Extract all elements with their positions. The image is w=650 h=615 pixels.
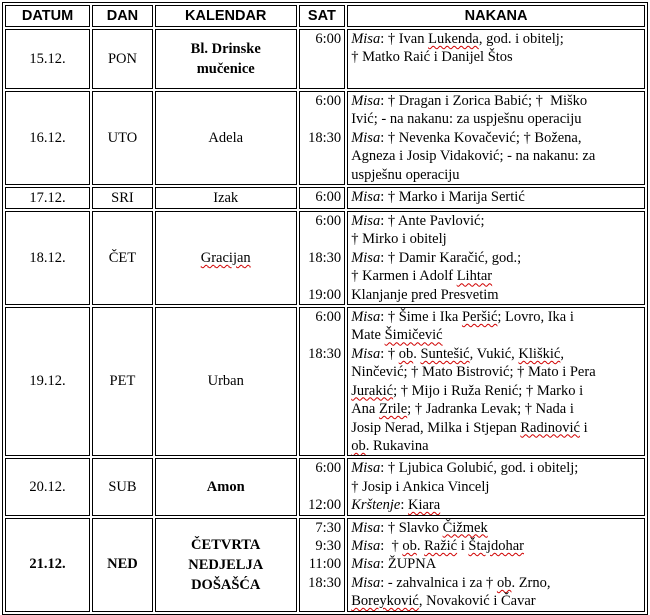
mass-schedule-sheet [2,2,648,609]
dan-cell: SRI [92,187,153,209]
header-sat: SAT [299,5,346,27]
sat-time: 19:00 [308,286,342,303]
nakana-line: Misa: † ob. Ražić i Štajdohar [351,537,524,554]
nakana-line: ob. Rukavina [351,437,429,454]
sat-time: 18:30 [308,345,342,362]
sat-time: 6:00 [315,460,342,477]
nakana-line: † Karmen i Adolf Lihtar [351,268,493,285]
nakana-line: Agneza i Josip Vidaković; - na nakanu: za [351,148,596,165]
nakana-line: Misa: † Ivan Lukenda, god. i obitelj; [351,31,564,47]
sat-spacer [303,326,342,344]
datum-cell: 19.12. [5,307,90,456]
kalendar-cell: Amon [155,458,297,515]
nakana-line: Josip Nerad, Milka i Stjepan Radinović i [351,419,588,436]
sat-time: 6:00 [315,309,342,326]
nakana-line: Misa: - zahvalnica i za † ob. Zrno, [351,574,551,591]
kalendar-cell: Adela [155,91,297,185]
datum-cell: 16.12. [5,91,90,185]
sat-time: 18:30 [308,129,342,146]
nakana-cell [347,458,645,515]
kalendar-cell [155,211,297,305]
sat-time: 6:00 [315,31,342,47]
datum-cell: 15.12. [5,29,90,89]
dan-cell: NED [92,518,153,612]
nakana-line: Ninčević; † Mato Bistrović; † Mato i Pera [351,364,596,381]
nakana-line: Klanjanje pred Presvetim [351,286,499,303]
dan-cell: UTO [92,91,153,185]
header-row [5,5,645,27]
nakana-line: Misa: † Nevenka Kovačević; † Božena, [351,129,582,146]
sat-time: 6:00 [315,189,342,206]
sat-time: 18:30 [308,574,342,591]
sat-time: 7:30 [315,519,342,536]
sat-cell [299,211,346,305]
kalendar-name: Gracijan [200,249,251,266]
header-datum: DATUM [5,5,90,27]
sat-time: 9:30 [315,537,342,554]
table-row [5,91,645,185]
datum-cell: 21.12. [5,518,90,612]
datum-cell: 17.12. [5,187,90,209]
sat-cell [299,29,346,89]
sat-spacer [303,110,342,128]
header-kalendar: KALENDAR [155,5,297,27]
header-nakana: NAKANA [347,5,645,27]
nakana-cell [347,29,645,89]
nakana-line: † Josip i Ankica Vincelj [351,478,490,495]
sat-spacer [303,267,342,285]
nakana-line: Misa: † Damir Karačić, god.; [351,249,522,266]
nakana-line: Misa: † Ante Pavlović; [351,213,485,230]
nakana-cell [347,187,645,209]
sat-spacer [303,478,342,496]
nakana-line: Misa: † Marko i Marija Sertić [351,189,525,206]
nakana-line: uspješnu operaciju [351,166,460,183]
kalendar-line: NEDJELJA [188,556,264,573]
sat-cell [299,187,346,209]
sat-cell [299,307,346,456]
kalendar-line: Bl. Drinske [190,41,261,57]
sat-spacer [303,230,342,248]
table-row [5,187,645,209]
nakana-cell [347,91,645,185]
dan-cell: PET [92,307,153,456]
sat-time: 6:00 [315,93,342,109]
sat-time: 11:00 [308,556,342,573]
dan-cell: SUB [92,458,153,515]
nakana-cell [347,211,645,305]
kalendar-cell [155,29,297,89]
sat-cell [299,518,346,612]
sat-time: 12:00 [308,497,342,514]
dan-cell: PON [92,29,153,89]
sat-cell [299,458,346,515]
kalendar-line: ČETVRTA [191,536,261,553]
datum-cell: 20.12. [5,458,90,515]
table-row [5,29,645,89]
nakana-line: † Mirko i obitelj [351,231,447,248]
header-dan: DAN [92,5,153,27]
kalendar-line: mučenice [196,61,255,77]
nakana-line: Boreyković, Novaković i Čavar [351,593,536,610]
kalendar-cell: Izak [155,187,297,209]
nakana-line: Misa: † Slavko Čižmek [351,519,488,536]
table-row [5,458,645,515]
kalendar-line: DOŠAŠĆA [191,576,261,593]
kalendar-cell [155,518,297,612]
dan-cell: ČET [92,211,153,305]
table-row [5,307,645,456]
nakana-line: Misa: † ob. Suntešić, Vukić, Kliškić, [351,345,564,362]
kalendar-cell: Urban [155,307,297,456]
mass-schedule-table [2,2,648,615]
nakana-line: Misa: ŽUPNA [351,556,437,573]
nakana-line: Mate Šimičević [351,327,443,344]
nakana-cell [347,307,645,456]
nakana-line: Ana Zrile; † Jadranka Levak; † Nada i [351,401,574,418]
sat-time: 18:30 [308,249,342,266]
nakana-cell [347,518,645,612]
nakana-line: † Matko Raić i Danijel Štos [351,49,513,66]
datum-cell: 18.12. [5,211,90,305]
sat-cell [299,91,346,185]
nakana-line: Misa: † Šime i Ika Peršić; Lovro, Ika i [351,309,574,326]
nakana-line: Jurakić; † Mijo i Ruža Renić; † Marko i [351,382,584,399]
nakana-line: Misa: † Dragan i Zorica Babić; † Miško [351,93,588,109]
sat-time: 6:00 [315,213,342,230]
table-row [5,211,645,305]
nakana-line: Ivić; - na nakanu: za uspješnu operaciju [351,111,582,128]
table-row [5,518,645,612]
nakana-line: Krštenje: Kiara [351,497,441,514]
nakana-line: Misa: † Ljubica Golubić, god. i obitelj; [351,460,579,477]
